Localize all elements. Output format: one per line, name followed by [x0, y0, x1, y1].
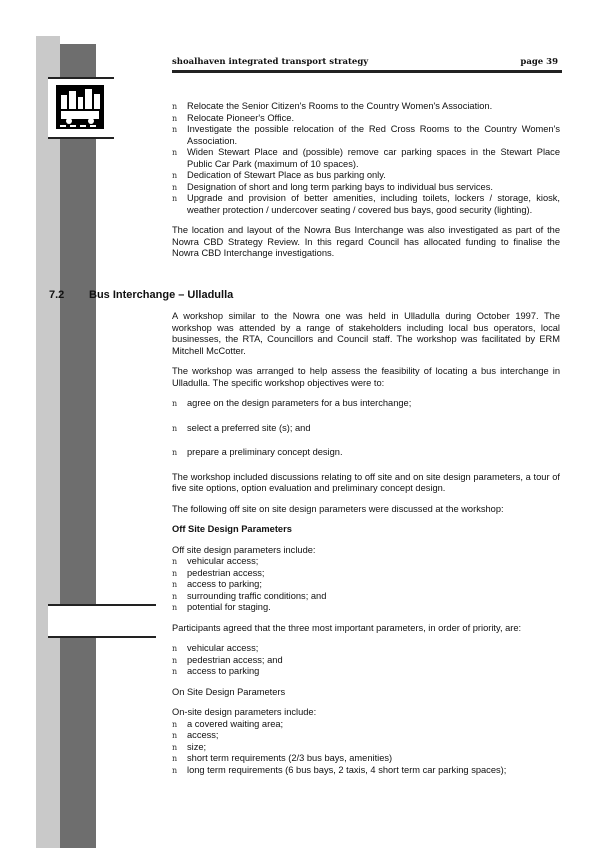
on-site-heading: On Site Design Parameters — [172, 686, 286, 697]
list-item: n size; — [172, 742, 560, 754]
paragraph: A workshop similar to the Nowra one was held in Ulladulla during October 1997. The workshop was attended by a range of stakeholders including local bus operators, local businesses, the RTA, Councillors and Council staff. The workshop was facilitated by ERM Mitchell McCotter. — [172, 311, 560, 356]
list-item: n potential for staging. — [172, 602, 560, 614]
list-item: n a covered waiting area; — [172, 719, 560, 731]
list-item: n agree on the design parameters for a bus interchange; — [172, 398, 560, 410]
list-item: n surrounding traffic conditions; and — [172, 591, 560, 603]
section-heading — [49, 289, 233, 301]
on-site-list — [172, 719, 560, 777]
bus-interchange-icon — [56, 85, 104, 129]
icon-panel — [48, 77, 114, 139]
list-item: n Widen Stewart Place and (possible) remove car parking spaces in the Stewart Place Public Car Park (maximum of 10 spaces). — [172, 147, 560, 170]
list-item: n vehicular access; — [172, 556, 560, 568]
sidebar-light-bar — [36, 36, 60, 848]
list-item: n Upgrade and provision of better amenities, including toilets, lockers / storage, kiosk, weather protection / undercover seating / covered bus bays, good security (lighting). — [172, 193, 560, 216]
off-site-list — [172, 556, 560, 614]
recommendation-list — [172, 101, 560, 216]
list-item: n access to parking; — [172, 579, 560, 591]
list-item: n Investigate the possible relocation of the Red Cross Rooms to the Country Women's Association. — [172, 124, 560, 147]
list-item: n Dedication of Stewart Place as bus parking only. — [172, 170, 560, 182]
sidebar-dark-bar — [60, 44, 96, 848]
objectives-list — [172, 398, 560, 459]
on-site-intro: On-site design parameters include: — [172, 707, 317, 717]
section-title: Bus Interchange – Ulladulla — [89, 289, 234, 301]
list-item: n Designation of short and long term parking bays to individual bus services. — [172, 182, 560, 194]
paragraph: Participants agreed that the three most important parameters, in order of priority, are: — [172, 622, 522, 633]
header-page-number: page 39 — [520, 57, 558, 67]
list-item: n access; — [172, 730, 560, 742]
header-rule — [172, 70, 562, 73]
list-item: n Relocate Pioneer's Office. — [172, 113, 560, 125]
paragraph: The following off site on site design parameters were discussed at the workshop: — [172, 503, 504, 514]
paragraph: The workshop was arranged to help assess the feasibility of locating a bus interchange in Ulladulla. The specific workshop objectives were to: — [172, 366, 560, 388]
off-site-heading: Off Site Design Parameters — [172, 524, 292, 534]
header-title: shoalhaven integrated transport strategy — [172, 57, 369, 67]
top-content — [172, 101, 560, 269]
list-item: n pedestrian access; and — [172, 655, 560, 667]
sidebar-callout-box — [48, 604, 156, 638]
list-item: n vehicular access; — [172, 643, 560, 655]
section-number: 7.2 — [49, 289, 65, 301]
list-item: n pedestrian access; — [172, 568, 560, 580]
list-item: n Relocate the Senior Citizen's Rooms to the Country Women's Association. — [172, 101, 560, 113]
list-item: n short term requirements (2/3 bus bays, amenities) — [172, 753, 560, 765]
list-item: n long term requirements (6 bus bays, 2 taxis, 4 short term car parking spaces); — [172, 765, 560, 777]
off-site-intro: Off site design parameters include: — [172, 544, 316, 555]
section-content — [172, 311, 560, 785]
list-item: n access to parking — [172, 666, 560, 678]
list-item: n prepare a preliminary concept design. — [172, 447, 560, 459]
paragraph: The workshop included discussions relating to off site and on site design parameters, a tour of five site options, option evaluation and preliminary concept design. — [172, 471, 560, 493]
paragraph: The location and layout of the Nowra Bus Interchange was also investigated as part of the Nowra CBD Strategy Review. In this regard Council has allocated funding to finalise the Nowra CBD Interchange investigations. — [172, 225, 560, 258]
list-item: n select a preferred site (s); and — [172, 423, 560, 435]
priority-list — [172, 643, 560, 678]
